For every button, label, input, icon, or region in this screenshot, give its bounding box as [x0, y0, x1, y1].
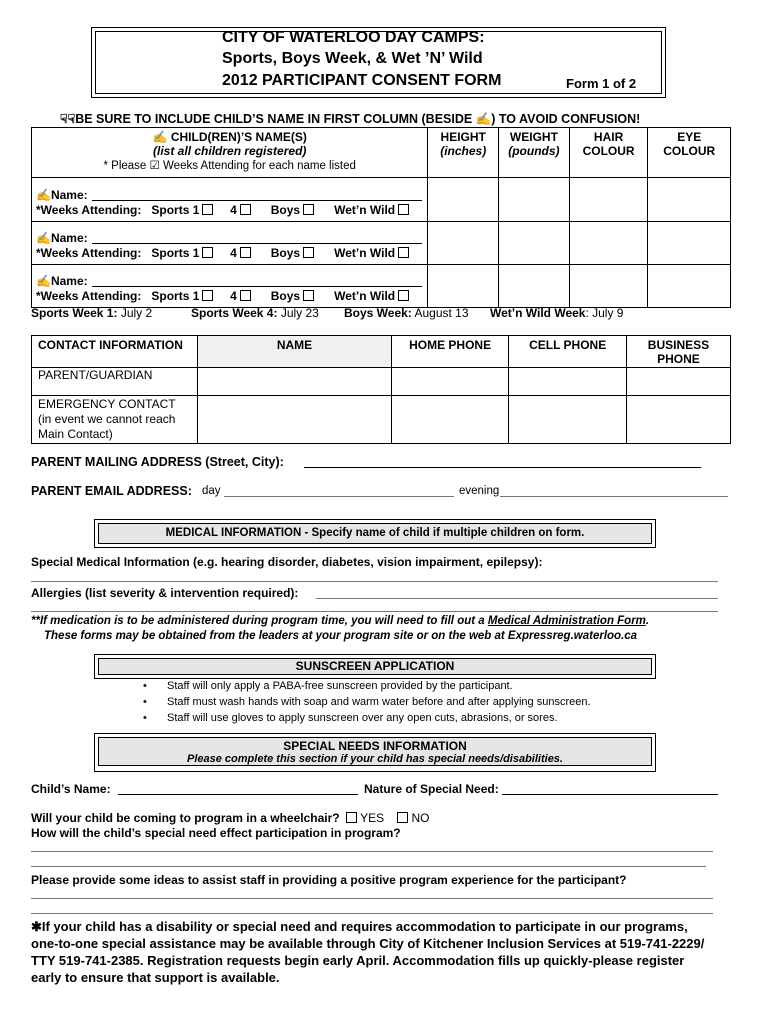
sunscreen-item: [145, 712, 558, 724]
weeks-attending-row: [36, 246, 409, 260]
parent-guardian-label: PARENT/GUARDIAN: [32, 368, 198, 396]
week-dates: [31, 306, 152, 320]
emergency-name-cell[interactable]: [198, 396, 392, 444]
sports1-checkbox[interactable]: [202, 247, 213, 258]
medical-admin-form-link[interactable]: Medical Administration Form: [487, 615, 646, 627]
sports4-checkbox[interactable]: [240, 247, 251, 258]
allergies-field-extra[interactable]: [31, 611, 718, 612]
email-evening-field[interactable]: [500, 496, 728, 497]
eye-cell[interactable]: [648, 265, 731, 308]
email-address-label: PARENT EMAIL ADDRESS:: [31, 484, 192, 498]
contact-table: [31, 335, 731, 444]
child-name-label: ✍Name:: [36, 231, 88, 245]
medication-note-post: .: [645, 615, 650, 627]
wet-week-label: Wet’n Wild Week: [490, 306, 586, 320]
special-medical-field[interactable]: [31, 581, 718, 582]
emergency-cell-cell[interactable]: [509, 396, 627, 444]
sports1-checkbox[interactable]: [202, 204, 213, 215]
effect-label: How will the child’s special need effect participation in program?: [31, 826, 401, 840]
mailing-address-label: PARENT MAILING ADDRESS (Street, City):: [31, 455, 284, 469]
week-dates: [344, 306, 469, 320]
boys-checkbox[interactable]: [303, 204, 314, 215]
sports4-checkbox[interactable]: [240, 290, 251, 301]
contact-info-header: CONTACT INFORMATION: [32, 336, 198, 368]
inclusion-services-note: [31, 918, 704, 986]
email-day-label: day: [202, 485, 221, 497]
opt-4-label: 4: [230, 289, 237, 303]
weight-cell[interactable]: [499, 178, 570, 222]
child-name-cell: [32, 265, 428, 308]
wheelchair-label: Will your child be coming to program in a wheelchair?: [31, 811, 340, 825]
cell-phone-header: CELL PHONE: [509, 336, 627, 368]
eye-header-cell: [648, 128, 731, 178]
opt-sports1-label: Sports 1: [151, 289, 200, 303]
wheelchair-no-label: NO: [411, 811, 430, 825]
special-needs-header: [98, 737, 652, 766]
opt-sports1-label: Sports 1: [151, 203, 200, 217]
children-name-header-cell: [32, 128, 428, 178]
sunscreen-item: [145, 680, 513, 692]
eye-cell[interactable]: [648, 178, 731, 222]
weeks-attending-label: *Weeks Attending:: [36, 203, 142, 217]
hair-cell[interactable]: [569, 265, 648, 308]
boys-week-date: August 13: [414, 306, 469, 320]
weight-cell[interactable]: [499, 265, 570, 308]
medical-header: [98, 523, 652, 544]
sunscreen-item-text: Staff will only apply a PABA-free sunscreen provided by the participant.: [167, 680, 513, 692]
hair-cell[interactable]: [569, 178, 648, 222]
medical-header-rest: - Specify name of child if multiple children on form.: [301, 527, 585, 539]
eye-sub: COLOUR: [663, 144, 716, 158]
child-row: [32, 265, 731, 308]
boys-checkbox[interactable]: [303, 247, 314, 258]
opt-boys-label: Boys: [270, 203, 301, 217]
eye-header: EYE: [677, 130, 702, 144]
form-number: Form 1 of 2: [566, 76, 637, 91]
sports1-week-date: July 2: [120, 306, 153, 320]
title-line-3: 2012 PARTICIPANT CONSENT FORM: [222, 72, 502, 89]
boys-week-label: Boys Week:: [344, 306, 412, 320]
emergency-line-2: (in event we cannot reach: [38, 412, 176, 426]
sports1-checkbox[interactable]: [202, 290, 213, 301]
business-phone-header: BUSINESS PHONE: [626, 336, 730, 368]
sunscreen-item: [145, 696, 591, 708]
wheelchair-row: [31, 811, 429, 825]
wet-checkbox[interactable]: [398, 290, 409, 301]
child-name-label: ✍Name:: [36, 188, 88, 202]
effect-field-2[interactable]: [31, 866, 706, 867]
name-header: NAME: [198, 336, 392, 368]
child-name-sn-label: Child’s Name:: [31, 782, 111, 796]
child-name-field[interactable]: [92, 243, 422, 244]
weight-header-cell: [499, 128, 570, 178]
weeks-check-note: * Please ☑ Weeks Attending for each name listed: [103, 160, 356, 172]
special-medical-label: Special Medical Information (e.g. hearing disorder, diabetes, vision impairment, epilepsy):: [31, 555, 543, 569]
parent-cell-cell[interactable]: [509, 368, 627, 396]
parent-business-cell[interactable]: [626, 368, 730, 396]
child-name-field[interactable]: [92, 286, 422, 287]
emergency-line-3: Main Contact): [38, 427, 113, 441]
medical-header-bold: MEDICAL INFORMATION: [165, 527, 302, 539]
nature-need-label: Nature of Special Need:: [364, 782, 499, 796]
opt-4-label: 4: [230, 203, 237, 217]
wheelchair-yes-label: YES: [360, 811, 385, 825]
email-evening-label: evening: [459, 485, 500, 497]
opt-wet-label: Wet’n Wild: [334, 289, 396, 303]
weeks-attending-row: [36, 203, 409, 217]
allergies-label: Allergies (list severity & intervention required):: [31, 586, 299, 600]
inclusion-line-1: ✱If your child has a disability or special need and requires accommodation to participate in our programs,: [31, 919, 688, 934]
title-line-2: Sports, Boys Week, & Wet ’N’ Wild: [222, 50, 483, 67]
sports4-week-label: Sports Week 4:: [191, 306, 278, 320]
child-name-cell: [32, 222, 428, 265]
child-name-cell: [32, 178, 428, 222]
weeks-attending-label: *Weeks Attending:: [36, 289, 142, 303]
week-dates: [191, 306, 319, 320]
children-name-sub: (list all children registered): [153, 144, 307, 158]
hair-sub: COLOUR: [582, 144, 635, 158]
child-row: [32, 178, 731, 222]
sunscreen-header-box: [94, 654, 656, 679]
weight-header: WEIGHT: [509, 130, 558, 144]
child-name-field[interactable]: [92, 200, 422, 201]
home-phone-header: HOME PHONE: [391, 336, 509, 368]
height-cell[interactable]: [428, 178, 499, 222]
boys-checkbox[interactable]: [303, 290, 314, 301]
medication-note: [31, 615, 649, 627]
special-needs-header-box: [94, 733, 656, 772]
wet-checkbox[interactable]: [398, 247, 409, 258]
children-name-header: ✍ CHILD(REN)’S NAME(S): [152, 130, 307, 144]
week-dates: [490, 306, 623, 320]
title-line-1: CITY OF WATERLOO DAY CAMPS:: [222, 29, 485, 46]
height-header-cell: [428, 128, 499, 178]
parent-name-cell[interactable]: [198, 368, 392, 396]
emergency-business-cell[interactable]: [626, 396, 730, 444]
medication-note-pre: **If medication is to be administered during program time, you will need to fill out a: [31, 615, 488, 627]
wet-week-date: : July 9: [585, 306, 624, 320]
wheelchair-yes-checkbox[interactable]: [346, 812, 357, 823]
email-day-field[interactable]: [224, 496, 454, 497]
opt-4-label: 4: [230, 246, 237, 260]
special-needs-subtitle: Please complete this section if your child has special needs/disabilities.: [187, 753, 563, 765]
sunscreen-header: SUNSCREEN APPLICATION: [98, 658, 652, 675]
special-needs-title: SPECIAL NEEDS INFORMATION: [283, 739, 467, 753]
inclusion-line-3: TTY 519-741-2385. Registration requests begin early April. Accommodation fills up quickly-please register: [31, 953, 685, 968]
opt-wet-label: Wet’n Wild: [334, 203, 396, 217]
ideas-field-2[interactable]: [31, 913, 713, 914]
inclusion-line-2: one-to-one special assistance may be available through City of Kitchener Inclusion Services at 519-741-2229/: [31, 936, 705, 951]
medical-header-box: [94, 519, 656, 548]
nature-need-field[interactable]: [502, 794, 718, 795]
wheelchair-no-checkbox[interactable]: [397, 812, 408, 823]
weeks-attending-label: *Weeks Attending:: [36, 246, 142, 260]
parent-home-cell[interactable]: [391, 368, 509, 396]
child-name-sn-field[interactable]: [118, 794, 358, 795]
opt-wet-label: Wet’n Wild: [334, 246, 396, 260]
sports1-week-label: Sports Week 1:: [31, 306, 118, 320]
hair-header-cell: [569, 128, 648, 178]
weight-cell[interactable]: [499, 222, 570, 265]
sports4-checkbox[interactable]: [240, 204, 251, 215]
mailing-address-field[interactable]: [304, 467, 701, 468]
sunscreen-item-text: Staff will use gloves to apply sunscreen over any open cuts, abrasions, or sores.: [167, 712, 558, 724]
child-row: [32, 222, 731, 265]
height-cell[interactable]: [428, 222, 499, 265]
hair-cell[interactable]: [569, 222, 648, 265]
ideas-label: Please provide some ideas to assist staff in providing a positive program experience for the participant?: [31, 873, 627, 887]
allergies-field[interactable]: [316, 598, 718, 599]
height-header: HEIGHT: [440, 130, 486, 144]
medication-note-line2: These forms may be obtained from the leaders at your program site or on the web at Expressreg.waterloo.ca: [44, 630, 638, 642]
height-unit: (inches): [440, 144, 487, 158]
title-box: [91, 27, 666, 98]
opt-boys-label: Boys: [270, 246, 301, 260]
sports4-week-date: July 23: [280, 306, 319, 320]
child-name-label: ✍Name:: [36, 274, 88, 288]
eye-cell[interactable]: [648, 222, 731, 265]
children-table: [31, 127, 731, 308]
opt-boys-label: Boys: [270, 289, 301, 303]
emergency-line-1: EMERGENCY CONTACT: [38, 397, 176, 411]
opt-sports1-label: Sports 1: [151, 246, 200, 260]
wet-checkbox[interactable]: [398, 204, 409, 215]
weight-unit: (pounds): [508, 144, 560, 158]
emergency-home-cell[interactable]: [391, 396, 509, 444]
inclusion-line-4: early to ensure that support is available.: [31, 970, 280, 985]
sunscreen-item-text: Staff must wash hands with soap and warm water before and after applying sunscreen.: [167, 696, 591, 708]
weeks-attending-row: [36, 289, 409, 303]
effect-field-1[interactable]: [31, 851, 713, 852]
hair-header: HAIR: [593, 130, 624, 144]
ideas-field-1[interactable]: [31, 898, 713, 899]
emergency-contact-label: [32, 396, 198, 444]
height-cell[interactable]: [428, 265, 499, 308]
include-name-notice: ☟☟BE SURE TO INCLUDE CHILD’S NAME IN FIRST COLUMN (BESIDE ✍) TO AVOID CONFUSION!: [60, 112, 641, 126]
